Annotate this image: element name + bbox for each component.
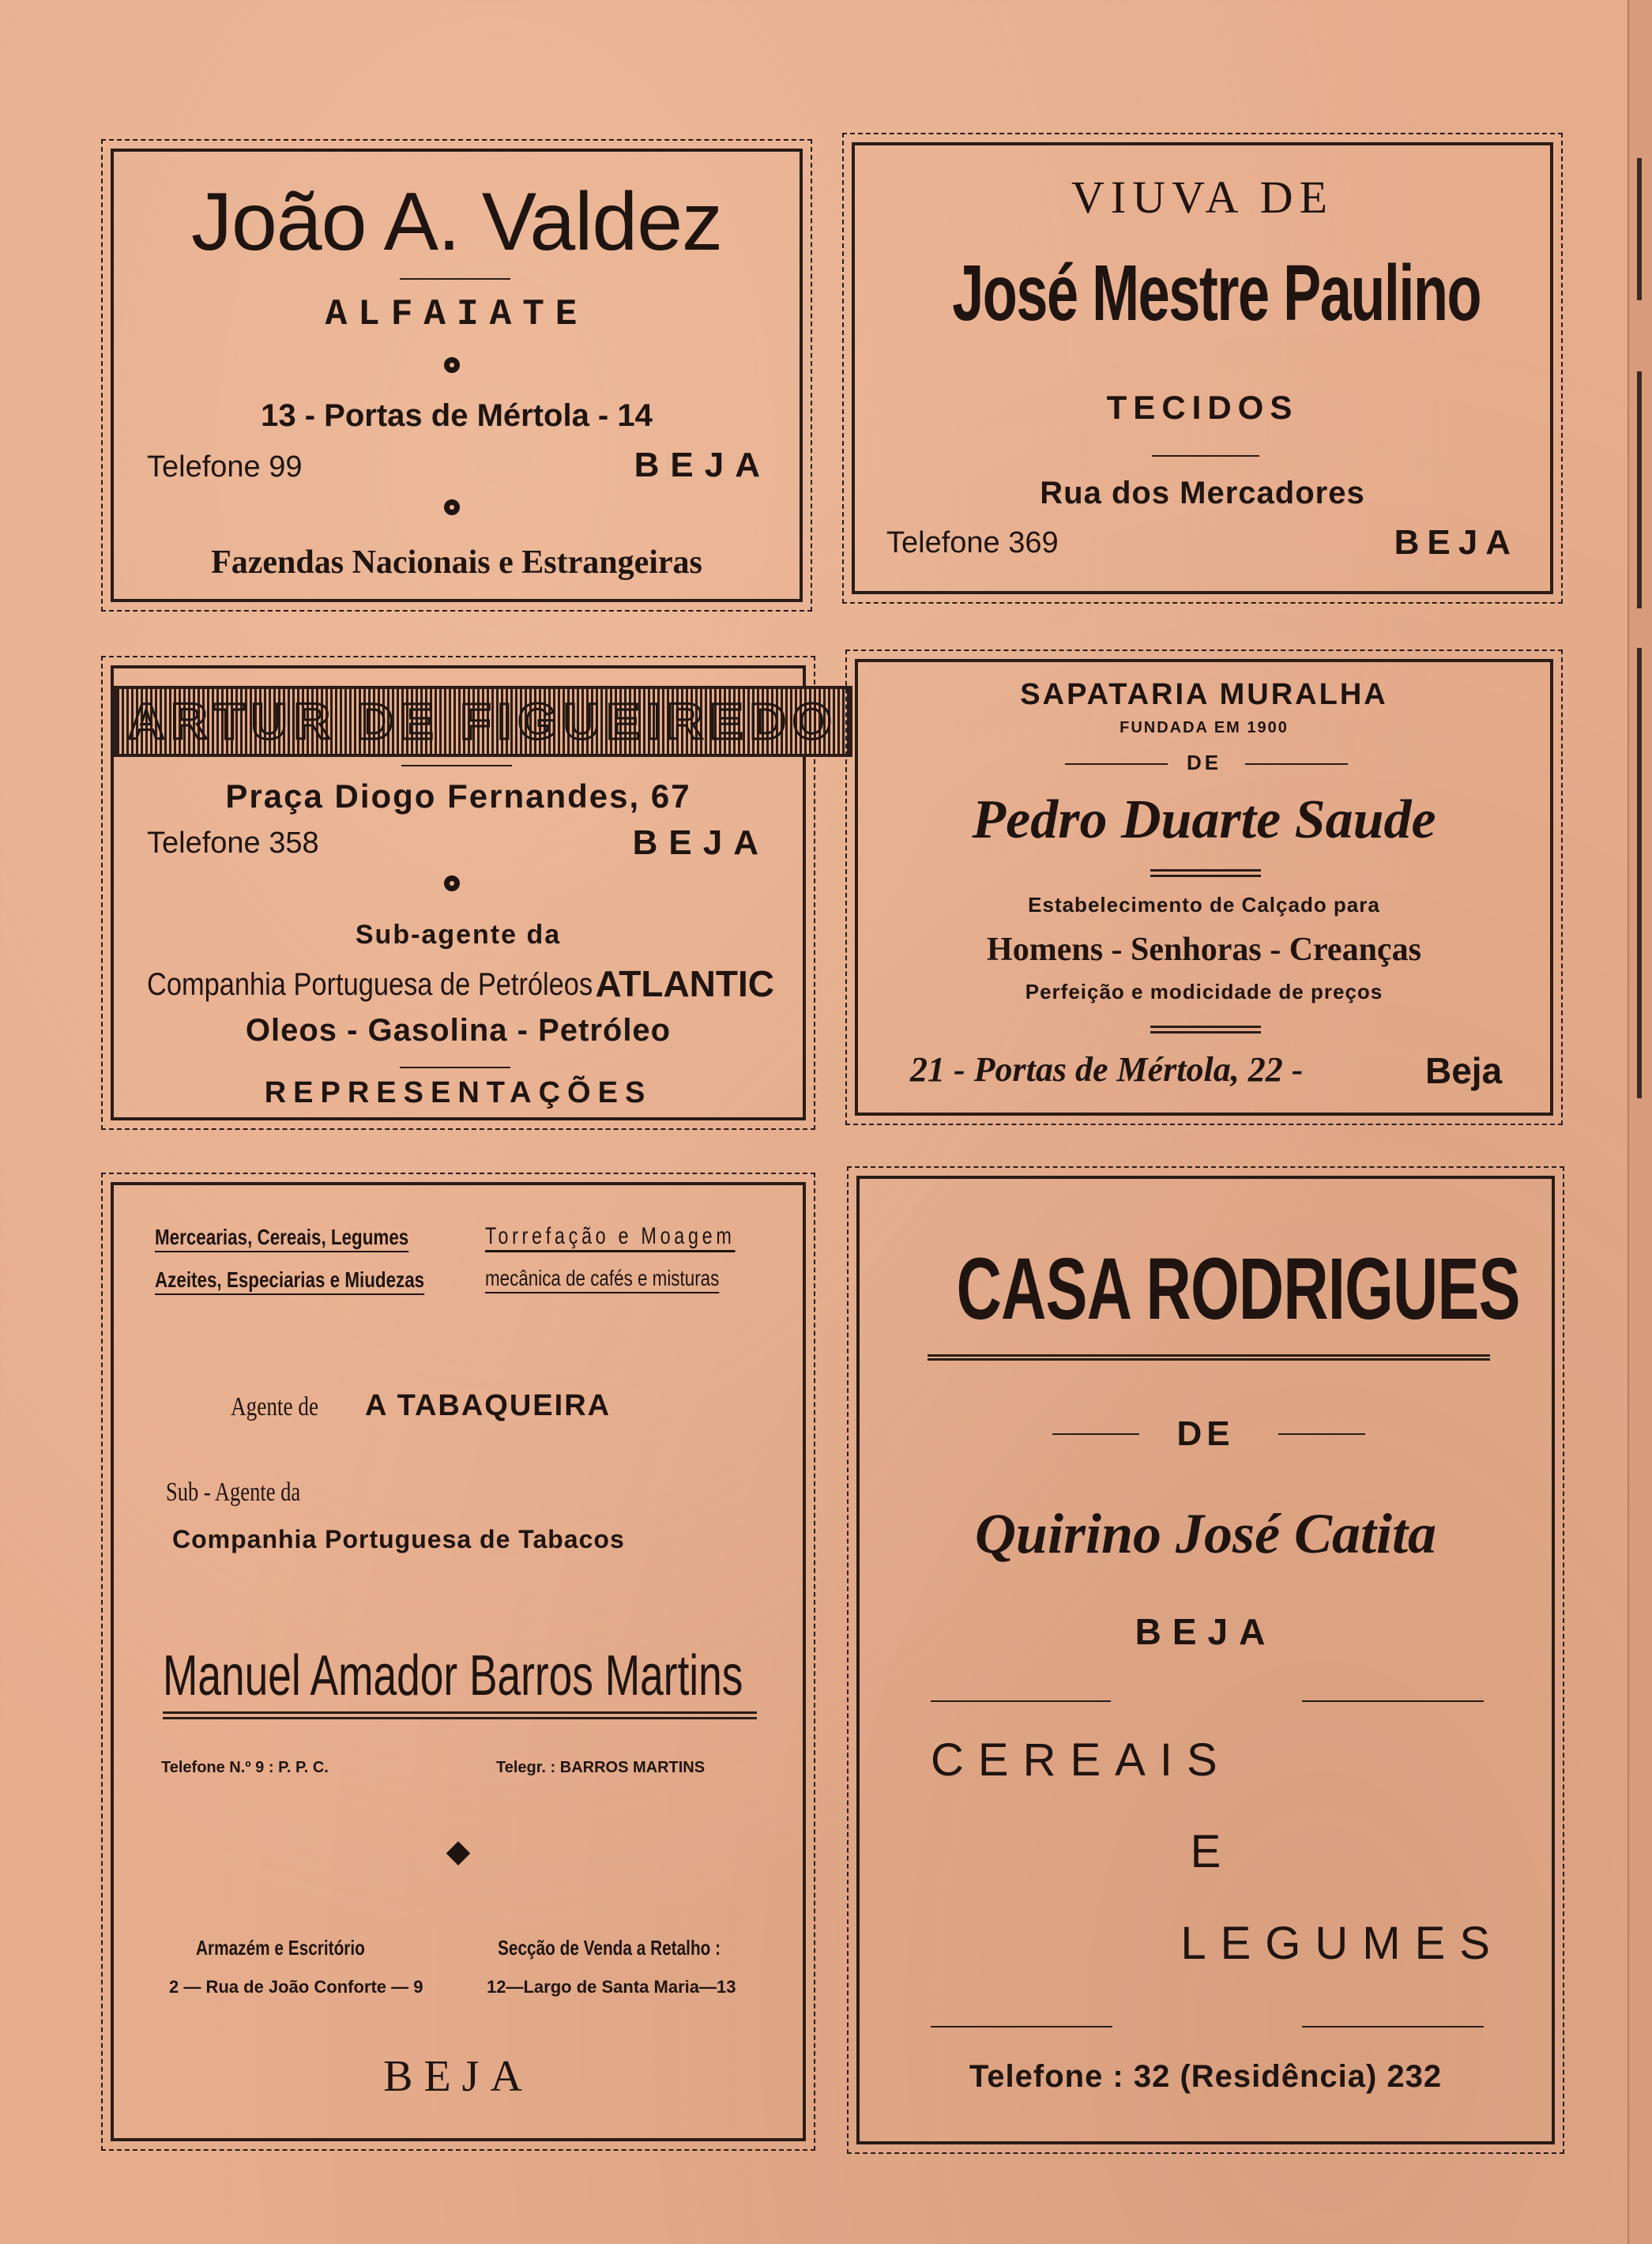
bullet-dot [444,875,460,891]
phone: Telefone 358 [147,826,319,860]
city: BEJA [383,2052,533,2101]
ad-jose-mestre-paulino [852,142,1553,594]
warehouse-address: 2 — Rua de João Conforte — 9 [169,1977,423,1997]
company: Companhia Portuguesa de Petróleos [147,967,593,1002]
divider [401,765,512,766]
divider-right [1245,763,1348,765]
double-rule [1150,869,1261,877]
business-name: José Mestre Paulino [952,249,1481,337]
phone: Telefone N.º 9 : P. P. C. [161,1759,329,1776]
diamond-ornament: ◆ [446,1834,471,1869]
bullet-dot [444,357,460,373]
ad-joao-valdez [111,149,803,602]
description: Estabelecimento de Calçado para [1028,893,1380,917]
agent-brand: A TABAQUEIRA [365,1389,612,1422]
phone: Telefone 99 [147,450,303,484]
business-name: CASA RODRIGUES [956,1241,1520,1338]
owner: Pedro Duarte Saude [972,789,1436,850]
role: Sub-agente da [355,920,562,950]
ad-artur-de-figueiredo [111,665,838,1120]
products: Oleos - Gasolina - Petróleo [245,1013,672,1048]
ad-manuel-amador-barros-martins [111,1182,806,2141]
address: 21 - Portas de Mértola, 22 - [910,1050,1304,1089]
trade-label: ALFAIATE [325,294,589,335]
footer: REPRESENTAÇÕES [264,1076,653,1109]
brand: ATLANTIC [595,963,774,1004]
business-name: SAPATARIA MURALHA [1020,678,1388,711]
divider-right [1302,2026,1484,2028]
address: Rua dos Mercadores [1040,476,1365,510]
divider-right [1302,1700,1484,1702]
city: BEJA [1135,1611,1277,1652]
double-rule [928,1354,1490,1361]
divider [1152,455,1259,457]
divider-left [931,1700,1111,1702]
fold-mark [1637,371,1642,608]
line-e: E [1190,1826,1221,1877]
ad-sapataria-muralha [855,659,1553,1116]
business-name: João A. Valdez [190,176,723,268]
audience: Homens - Senhoras - Creanças [987,932,1421,968]
right-line-1: Torrefação e Moagem [485,1223,736,1249]
agent-prefix: Agente de [231,1392,319,1421]
telegram: Telegr. : BARROS MARTINS [496,1759,706,1776]
page-fold [1628,0,1652,2244]
phone: Telefone : 32 (Residência) 232 [969,2059,1443,2094]
retail-address: 12—Largo de Santa Maria—13 [487,1977,736,1997]
address: 13 - Portas de Mértola - 14 [261,398,653,433]
warehouse-title: Armazém e Escritório [196,1936,365,1960]
city: Beja [1425,1050,1503,1091]
slogan: Perfeição e modicidade de preços [1025,980,1383,1003]
double-rule [1150,1026,1261,1034]
address: Praça Diogo Fernandes, 67 [225,777,691,815]
fold-mark [1637,648,1642,1098]
city: BEJA [634,446,771,484]
trade-label: TECIDOS [1106,389,1299,426]
divider [400,278,510,280]
divider-left [931,2026,1112,2028]
owner: Quirino José Catita [974,1502,1437,1565]
subagent: Sub - Agente da [166,1478,301,1507]
line-legumes: LEGUMES [1180,1918,1504,1969]
de-label: DE [1176,1414,1235,1453]
right-line-2: mecânica de cafés e misturas [485,1266,720,1290]
city: BEJA [1394,523,1518,562]
tagline: Fazendas Nacionais e Estrangeiras [211,544,702,581]
de-label: DE [1186,751,1222,774]
city: BEJA [632,823,770,862]
phone: Telefone 369 [886,526,1059,559]
title-wrap [114,686,838,757]
retail-title: Secção de Venda a Retalho : [498,1936,721,1960]
founded: FUNDADA EM 1900 [1120,719,1289,736]
double-rule [163,1711,757,1719]
prefix: VIUVA DE [1071,171,1334,223]
divider [400,1067,510,1068]
fold-mark [1637,158,1642,300]
business-name: Manuel Amador Barros Martins [163,1644,743,1707]
company: Companhia Portuguesa de Tabacos [172,1525,625,1553]
ad-casa-rodrigues [856,1176,1555,2144]
bullet-dot [444,499,460,515]
left-line-1: Mercearias, Cereais, Legumes [155,1225,409,1249]
left-line-2: Azeites, Especiarias e Miudezas [155,1267,425,1292]
line-cereais: CEREAIS [931,1734,1232,1786]
divider-right [1278,1433,1365,1435]
business-name: ARTUR DE FIGUEIREDO [114,686,852,757]
